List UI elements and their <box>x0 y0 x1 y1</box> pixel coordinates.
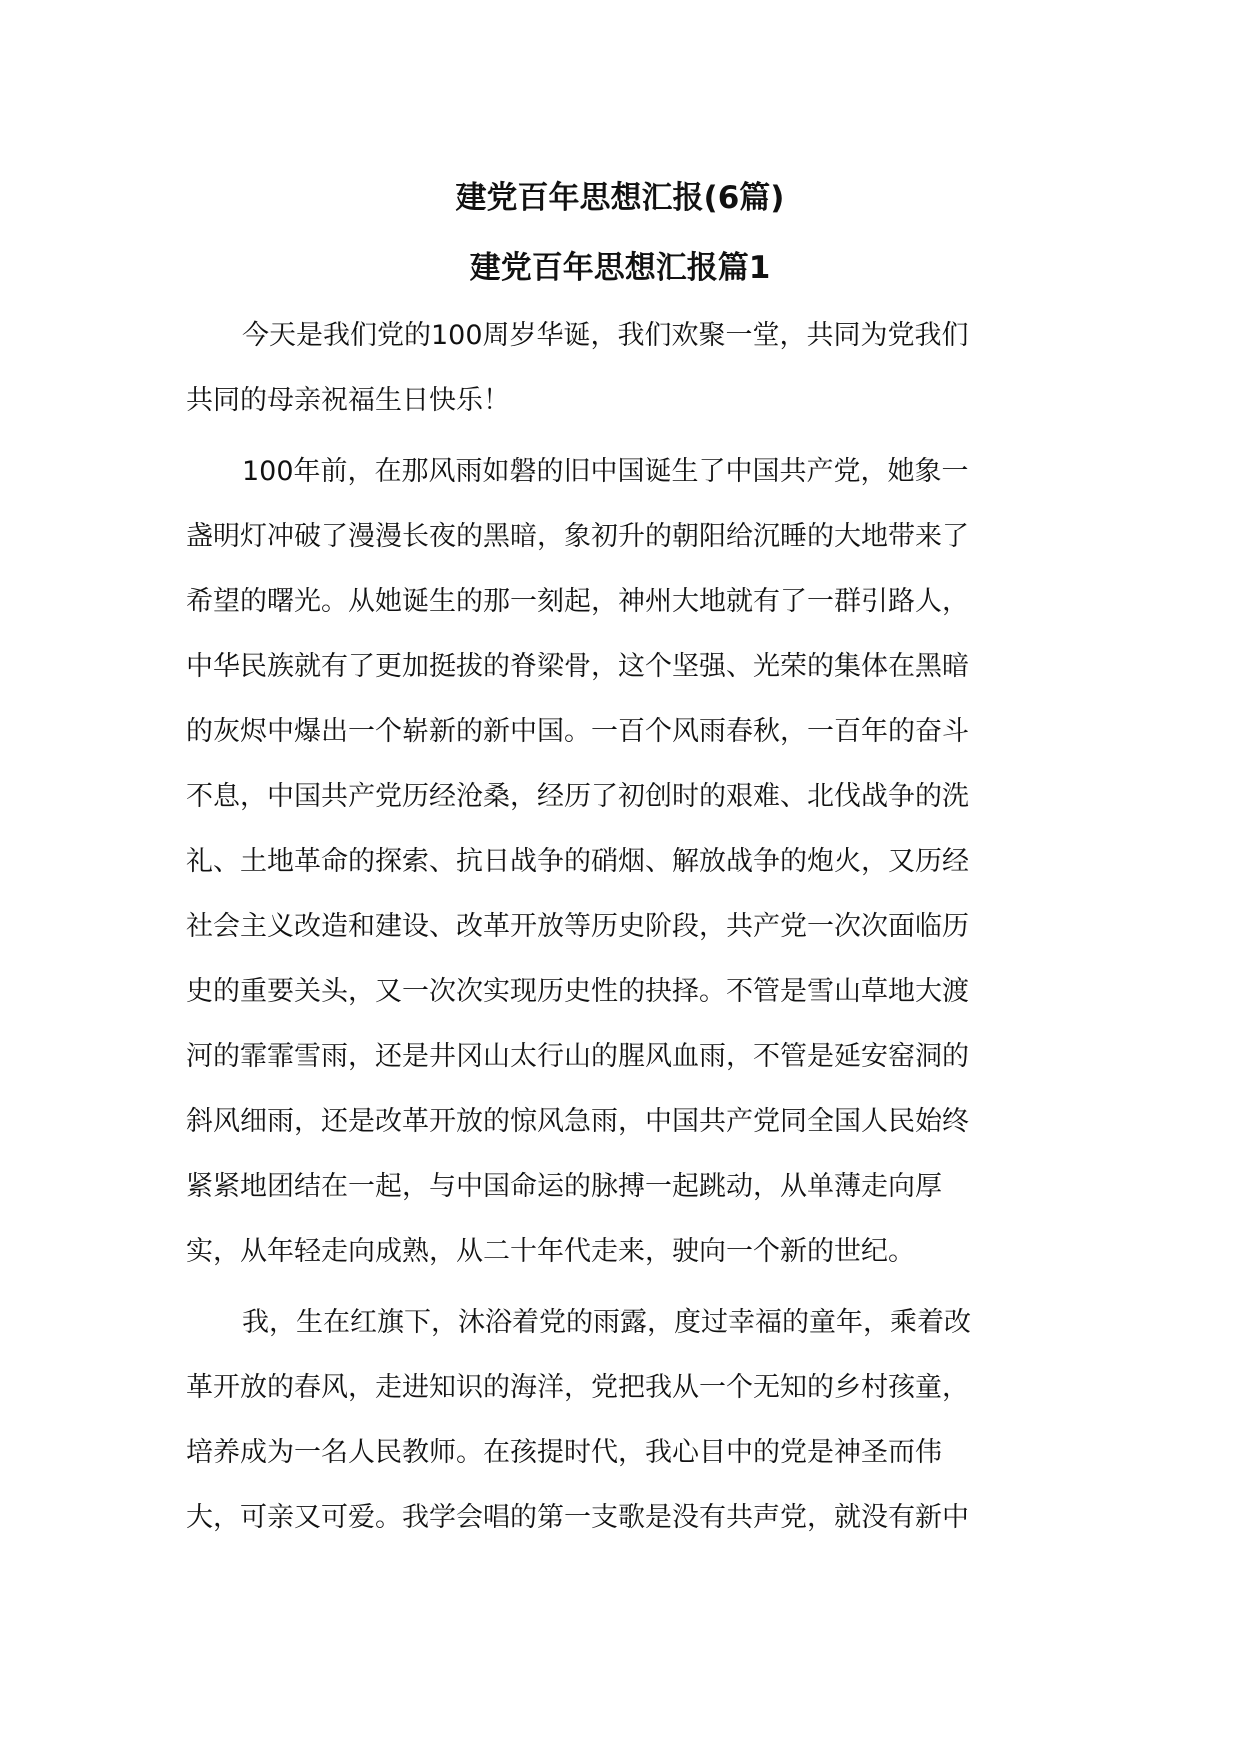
paragraph-2-line-1: 100年前，在那风雨如磐的旧中国诞生了中国共产党，她象一 <box>242 456 969 487</box>
paragraph-2-line-10: 河的霏霏雪雨，还是井冈山太行山的腥风血雨，不管是延安窑洞的 <box>186 1041 969 1072</box>
paragraph-1-line-1: 今天是我们党的100周岁华诞，我们欢聚一堂，共同为党我们 <box>242 320 969 351</box>
paragraph-2-line-6: 不息，中国共产党历经沧桑，经历了初创时的艰难、北伐战争的洗 <box>186 781 969 812</box>
paragraph-2-line-12: 紧紧地团结在一起，与中国命运的脉搏一起跳动，从单薄走向厚 <box>186 1171 942 1202</box>
paragraph-3-line-4: 大，可亲又可爱。我学会唱的第一支歌是没有共声党，就没有新中 <box>186 1502 969 1533</box>
paragraph-2-line-8: 社会主义改造和建设、改革开放等历史阶段，共产党一次次面临历 <box>186 911 969 942</box>
paragraph-2-line-11: 斜风细雨，还是改革开放的惊风急雨，中国共产党同全国人民始终 <box>186 1106 969 1137</box>
paragraph-2-line-9: 史的重要关头，又一次次实现历史性的抉择。不管是雪山草地大渡 <box>186 976 969 1007</box>
paragraph-1-line-2: 共同的母亲祝福生日快乐！ <box>186 385 510 416</box>
section-heading: 建党百年思想汇报篇1 <box>469 250 771 286</box>
paragraph-2-line-2: 盏明灯冲破了漫漫长夜的黑暗，象初升的朝阳给沉睡的大地带来了 <box>186 521 969 552</box>
paragraph-2-line-7: 礼、土地革命的探索、抗日战争的硝烟、解放战争的炮火，又历经 <box>186 846 969 877</box>
paragraph-2-line-13: 实，从年轻走向成熟，从二十年代走来，驶向一个新的世纪。 <box>186 1236 915 1267</box>
paragraph-2-line-4: 中华民族就有了更加挺拔的脊梁骨，这个坚强、光荣的集体在黑暗 <box>186 651 969 682</box>
document-body <box>186 311 1046 1558</box>
paragraph-2-line-3: 希望的曙光。从她诞生的那一刻起，神州大地就有了一群引路人， <box>186 586 969 617</box>
paragraph-3-line-2: 革开放的春风，走进知识的海洋，党把我从一个无知的乡村孩童， <box>186 1372 969 1403</box>
paragraph-3-line-3: 培养成为一名人民教师。在孩提时代，我心目中的党是神圣而伟 <box>186 1437 942 1468</box>
paragraph-3-line-1: 我，生在红旗下，沐浴着党的雨露，度过幸福的童年，乘着改 <box>242 1307 971 1338</box>
paragraph-2-line-5: 的灰烬中爆出一个崭新的新中国。一百个风雨春秋，一百年的奋斗 <box>186 716 969 747</box>
document-title: 建党百年思想汇报(6篇) <box>455 180 785 216</box>
